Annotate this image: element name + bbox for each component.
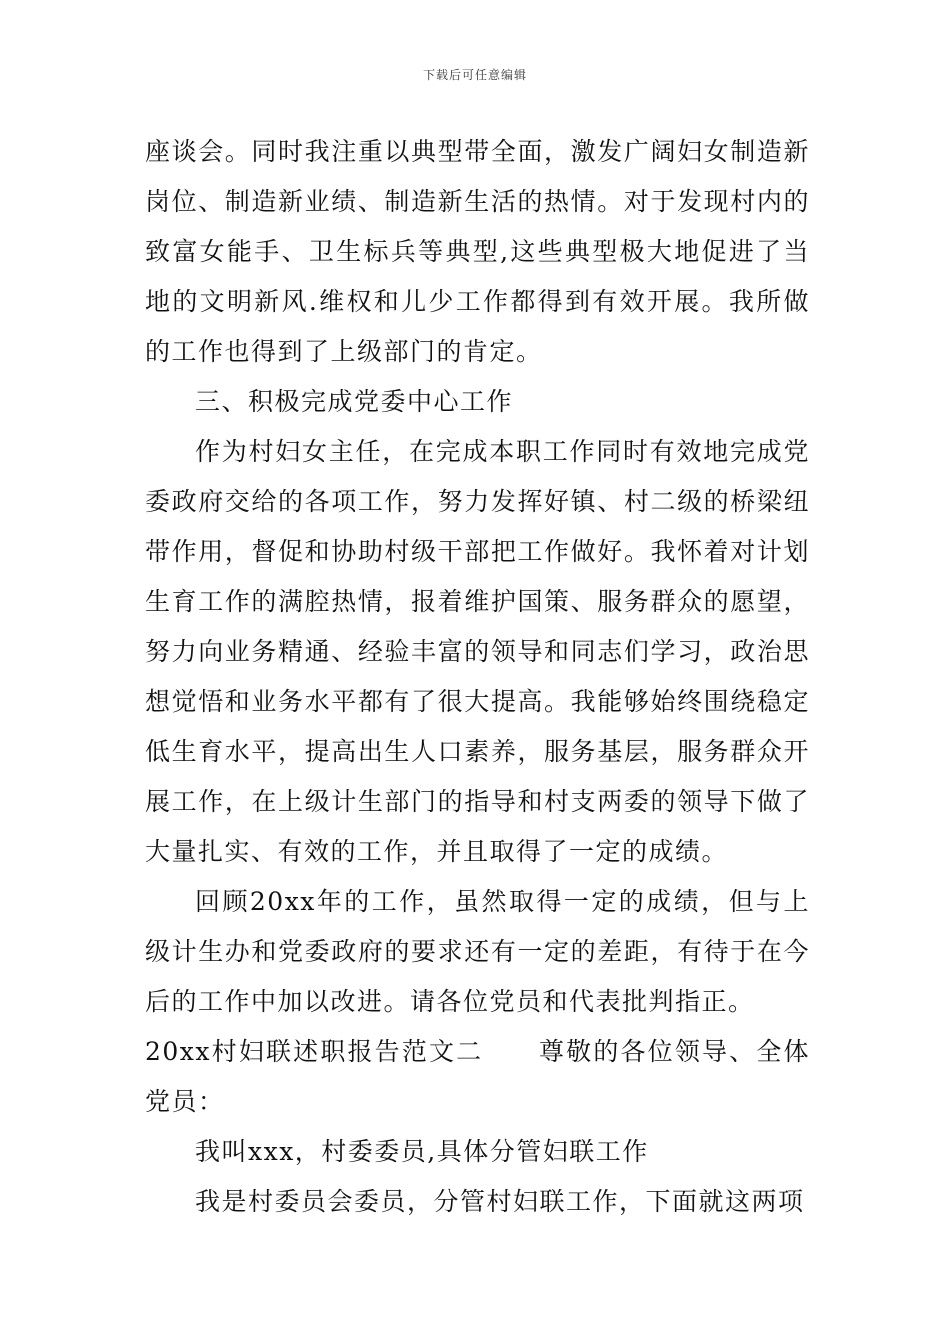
paragraph-1: 座谈会。同时我注重以典型带全面，激发广阔妇女制造新岗位、制造新业绩、制造新生活的热情。对于发现村内的致富女能手、卫生标兵等典型,这些典型极大地促进了当地的文明新风.维权和儿少工作都得到有效开展。我所做的工作也得到了上级部门的肯定。	[145, 137, 810, 366]
paragraph-7: 我是村委员会委员，分管村妇联工作，下面就这两项	[195, 1187, 805, 1216]
report-title: 20xx村妇联述职报告范文二	[145, 1037, 484, 1066]
paragraph-4: 回顾20xx年的工作，虽然取得一定的成绩，但与上级计生办和党委政府的要求还有一定的差距，有待于在今后的工作中加以改进。请各位党员和代表批判指正。	[145, 887, 810, 1016]
paragraph-6: 我叫xxx，村委委员,具体分管妇联工作	[195, 1137, 649, 1166]
section-heading: 三、积极完成党委中心工作	[195, 387, 514, 416]
page-header: 下载后可任意编辑	[422, 68, 527, 82]
document-body	[145, 127, 810, 1227]
salutation: 尊敬的各位领导、全体党员：	[145, 1037, 810, 1116]
paragraph-5	[145, 1027, 810, 1127]
paragraph-3: 作为村妇女主任，在完成本职工作同时有效地完成党委政府交给的各项工作，努力发挥好镇、村二级的桥梁纽带作用，督促和协助村级干部把工作做好。我怀着对计划生育工作的满腔热情，报着维护国策、服务群众的愿望，努力向业务精通、经验丰富的领导和同志们学习，政治思想觉悟和业务水平都有了很大提高。我能够始终围绕稳定低生育水平，提高出生人口素养，服务基层，服务群众开展工作，在上级计生部门的指导和村支两委的领导下做了大量扎实、有效的工作，并且取得了一定的成绩。	[145, 437, 810, 866]
